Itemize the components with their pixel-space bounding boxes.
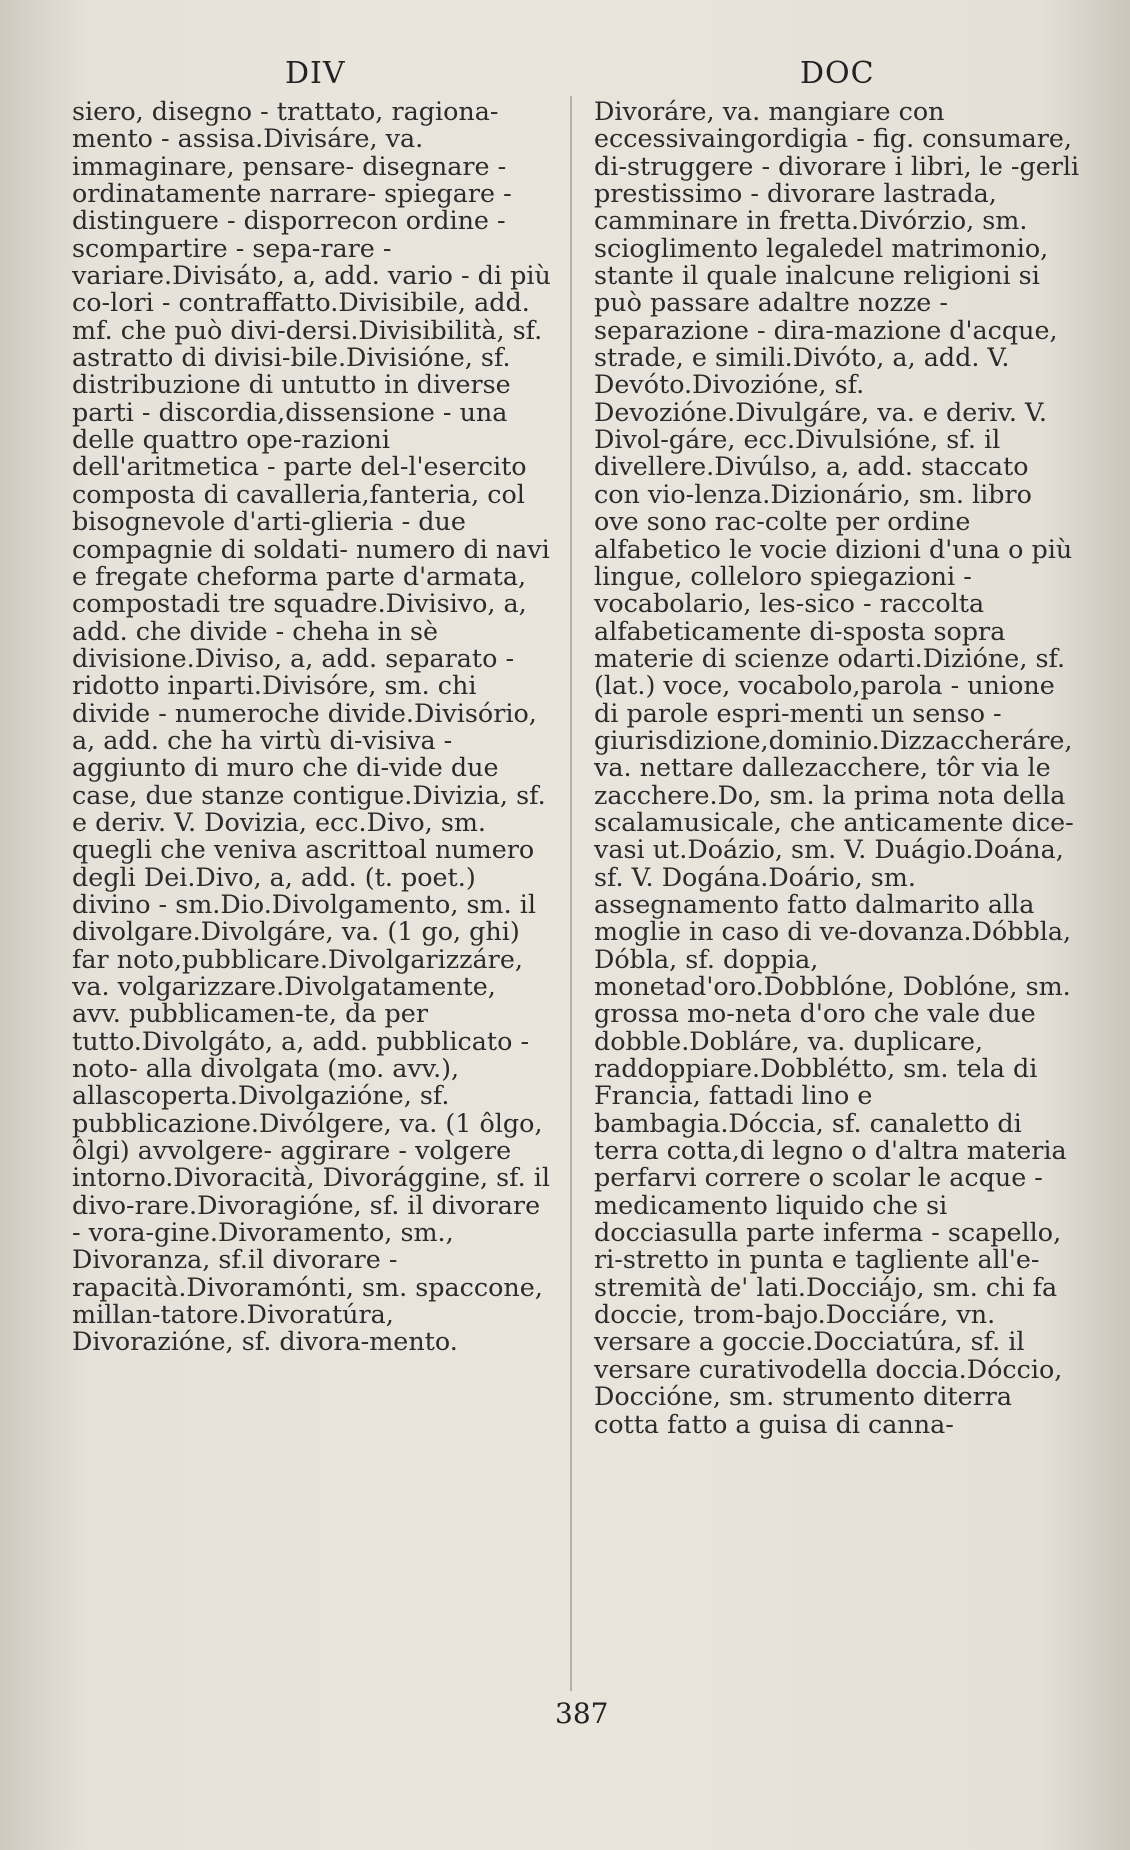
page-number: 387 xyxy=(555,1697,609,1730)
text-line: Docciáre, vn. versare a goccie. xyxy=(594,1299,996,1357)
text-line: pubblicare. xyxy=(181,943,328,974)
text-line: stremità de' lati. xyxy=(594,1271,806,1302)
text-line: - numero di navi e fregate che xyxy=(72,533,550,591)
text-line: Doázio, sm. V. Duágio. xyxy=(687,834,974,865)
text-line: sulla parte inferma - scapello, ri- xyxy=(594,1217,1062,1275)
text-line: gine. xyxy=(154,1217,218,1248)
column-divider xyxy=(570,96,572,1691)
text-line: parti. xyxy=(192,670,262,701)
right-guide-word: DOC xyxy=(800,56,875,91)
text-line: mento - assisa. xyxy=(72,123,264,154)
text-line: Divórzio, sm. scioglimento legale xyxy=(594,205,1028,263)
text-line: vasi ut. xyxy=(594,834,688,865)
text-line: menti un senso - giurisdizione, xyxy=(594,697,1002,755)
text-line: Doána, sf. V. Dogána. xyxy=(594,834,1064,892)
text-line: Divisióne, sf. distribuzione di un xyxy=(72,342,511,400)
text-line: ha in sè divisione. xyxy=(72,615,439,673)
text-line: tatore. xyxy=(160,1299,247,1330)
text-line: colte per ordine alfabetico le voci xyxy=(594,506,971,564)
text-line: farvi correre o scolar le acque - xyxy=(637,1162,1043,1193)
text-line: con ordine - scompartire - sepa- xyxy=(72,205,506,263)
left-guide-word: DIV xyxy=(285,56,346,91)
right-column xyxy=(594,98,1080,1438)
text-line: - disegnare - ordinatamente narrare xyxy=(72,150,507,209)
text-line: marito alla moglie in caso di ve- xyxy=(594,888,1035,947)
text-line: vide due case, due stanze contigue. xyxy=(72,752,499,810)
text-line: Dobblóne, Doblóne, sm. grossa mo- xyxy=(594,971,1071,1029)
text-line: - spiegare - distinguere - disporre xyxy=(72,178,512,236)
text-line: Divoragióne, sf. il divorare - vora- xyxy=(72,1189,541,1248)
text-line: stretto in punta e tagliente all'e- xyxy=(622,1244,1040,1275)
text-line: visiva - aggiunto di muro che di- xyxy=(72,724,453,783)
text-line: lori - contraffatto. xyxy=(110,287,339,318)
text-line: Divisóre, sm. chi divide - numero xyxy=(72,670,477,728)
text-line: Docciatúra, sf. il versare curativo xyxy=(594,1326,1025,1384)
text-line: siero, disegno - trattato, ragiona- xyxy=(72,96,499,126)
text-line: della doccia. xyxy=(804,1353,967,1384)
text-line: loro spiegazioni - vocabolario, les- xyxy=(594,560,972,619)
text-line: Divoramento, sm., Divoranza, sf. xyxy=(72,1217,454,1275)
text-line: rare. xyxy=(134,1189,198,1220)
text-line: Dio. xyxy=(220,888,272,919)
text-line: parola - unione di parole espri- xyxy=(594,670,1055,728)
text-line: Dobláre, va. duplicare, raddoppiare. xyxy=(594,1025,984,1084)
text-line: Divolgazióne, sf. pubblicazione. xyxy=(72,1080,450,1138)
text-line: zacchere, tôr via le zacchere. xyxy=(594,752,1051,810)
text-line: neta d'oro che vale due dobble. xyxy=(594,998,1036,1056)
text-line: terra cotta fatto a guisa di canna- xyxy=(594,1381,1013,1439)
text-line: Divolgarizzáre, va. volgarizzare. xyxy=(72,943,523,1001)
text-line: struggere - divorare i libri, le - xyxy=(626,150,1020,181)
text-line: Divulgáre, va. e deriv. V. Divol- xyxy=(594,396,1047,455)
text-line: che divide. xyxy=(274,697,414,728)
text-line: Divisáto, a, add. vario - di più co- xyxy=(72,260,551,318)
text-line: gáre, ecc. xyxy=(668,424,796,455)
text-line: bajo. xyxy=(763,1299,826,1330)
text-line: Do, sm. la prima nota della scala xyxy=(594,779,1066,837)
text-line: Divoramónti, sm. spaccone, millan- xyxy=(72,1271,543,1330)
text-line: te, da per tutto. xyxy=(72,998,428,1056)
text-line: rare - variare. xyxy=(72,232,392,291)
text-line: Divisáre, va. immaginare, pensare xyxy=(72,123,424,181)
text-line: Divólgere, va. (1 ôlgo, ôlgi) avvolgere xyxy=(72,1107,543,1166)
text-line: Divisibile, add. mf. che può divi- xyxy=(72,287,530,345)
text-line: - alla divolgata (mo. avv.), alla xyxy=(72,1053,460,1111)
text-line: di legno o d'altra materia per xyxy=(594,1135,1067,1193)
text-line: Divolgatamente, avv. pubblicamen- xyxy=(72,971,496,1029)
text-line: dovanza. xyxy=(857,916,972,947)
text-line: alcune religioni si può passare ad xyxy=(594,260,1040,318)
text-line: Divolgáto, a, add. pubblicato - noto xyxy=(72,1025,530,1084)
text-line: altre nozze - separazione - dira- xyxy=(594,287,948,345)
text-line: strada, camminare in fretta. xyxy=(594,178,997,236)
text-line: medicamento liquido che si doccia xyxy=(594,1189,948,1248)
text-line: Dóbbla, Dóbla, sf. doppia, moneta xyxy=(594,916,1072,1001)
text-line: Divulsióne, sf. il divellere. xyxy=(594,424,1001,482)
text-line: il divorare - rapacità. xyxy=(72,1244,398,1302)
text-line: del matrimonio, stante il quale in xyxy=(594,232,1049,291)
text-line: Dóccio, Doccióne, sm. strumento di xyxy=(594,1353,1063,1412)
text-line: Divo, a, add. (t. poet.) divino - sm. xyxy=(72,861,476,919)
text-line: dissensione - una delle quattro ope- xyxy=(72,396,508,455)
text-line: Divolgáre, va. (1 go, ghi) far noto, xyxy=(72,916,520,974)
text-line: Dizzaccheráre, va. nettare dalle xyxy=(594,724,1073,783)
text-line: e dizioni d'una o più lingue, colle xyxy=(594,533,1073,591)
text-line: forma parte d'armata, composta xyxy=(72,560,527,619)
text-line: d'oro. xyxy=(690,971,764,1001)
text-line: gerli prestissimo - divorare la xyxy=(594,150,1080,209)
text-line: Divúlso, a, add. staccato con vio- xyxy=(594,451,1029,509)
text-line: Divoráre, va. mangiare con eccessiva xyxy=(594,96,945,154)
text-line: Divo, sm. quegli che veniva ascritto xyxy=(72,806,487,865)
text-line: tutto in diverse parti - discordia, xyxy=(72,369,511,427)
text-line: arti. xyxy=(869,642,923,673)
text-line: Dóccia, sf. canaletto di terra cotta, xyxy=(594,1107,1022,1166)
text-line: Docciájo, sm. chi fa doccie, trom- xyxy=(594,1271,1058,1330)
text-line: sposta sopra materie di scienze od xyxy=(594,615,1006,673)
text-line: Divisibilità, sf. astratto di divisi- xyxy=(72,314,543,373)
text-line: Dizionário, sm. libro ove sono rac- xyxy=(594,478,1032,537)
text-line: Diviso, a, add. separato - ridotto in xyxy=(72,642,515,701)
text-line: Dobblétto, sm. tela di Francia, fatta xyxy=(594,1053,1038,1111)
text-line: di tre squadre. xyxy=(195,588,386,619)
text-line: bile. xyxy=(290,342,347,373)
text-line: fanteria, col bisognevole d'arti- xyxy=(72,478,525,537)
text-line: musicale, che anticamente dice- xyxy=(659,806,1074,837)
text-line: Divóto, a, add. V. Devóto. xyxy=(594,342,1010,400)
text-line: Divoracità, Divorággine, sf. il divo- xyxy=(72,1162,551,1220)
text-line: mento. xyxy=(369,1326,458,1357)
text-line: di lino e bambagia. xyxy=(594,1080,873,1138)
text-line: razioni dell'aritmetica - parte del- xyxy=(72,424,409,482)
text-line: Divoratúra, Divorazióne, sf. divora- xyxy=(72,1299,394,1357)
text-line: Dizióne, sf. (lat.) voce, vocabolo, xyxy=(594,642,1066,701)
text-line: Divozióne, sf. Devozióne. xyxy=(594,369,865,427)
text-line: al numero degli Dei. xyxy=(72,834,535,892)
text-line: l'esercito composta di cavalleria, xyxy=(72,451,527,509)
text-line: lenza. xyxy=(694,478,771,509)
left-column xyxy=(72,98,552,1356)
text-line: glieria - due compagnie di soldati xyxy=(72,506,466,564)
text-line: Divizia, sf. e deriv. V. Dovizia, ecc. xyxy=(72,779,546,837)
text-line: Divisório, a, add. che ha virtù di- xyxy=(72,697,537,755)
text-line: sico - raccolta alfabeticamente di- xyxy=(594,588,985,646)
text-line: ingordigia - fig. consumare, di- xyxy=(594,123,1072,181)
text-line: dersi. xyxy=(285,314,359,345)
text-line: Doário, sm. assegnamento fatto dal xyxy=(594,861,916,919)
text-line: - aggirare - volgere intorno. xyxy=(72,1135,512,1193)
text-line: Divisivo, a, add. che divide - che xyxy=(72,588,527,646)
text-line: scoperta. xyxy=(118,1080,238,1111)
text-line: Divolgamento, sm. il divolgare. xyxy=(72,888,536,947)
text-line: dominio. xyxy=(768,724,880,755)
text-line: mazione d'acque, strade, e simili. xyxy=(594,314,1058,373)
